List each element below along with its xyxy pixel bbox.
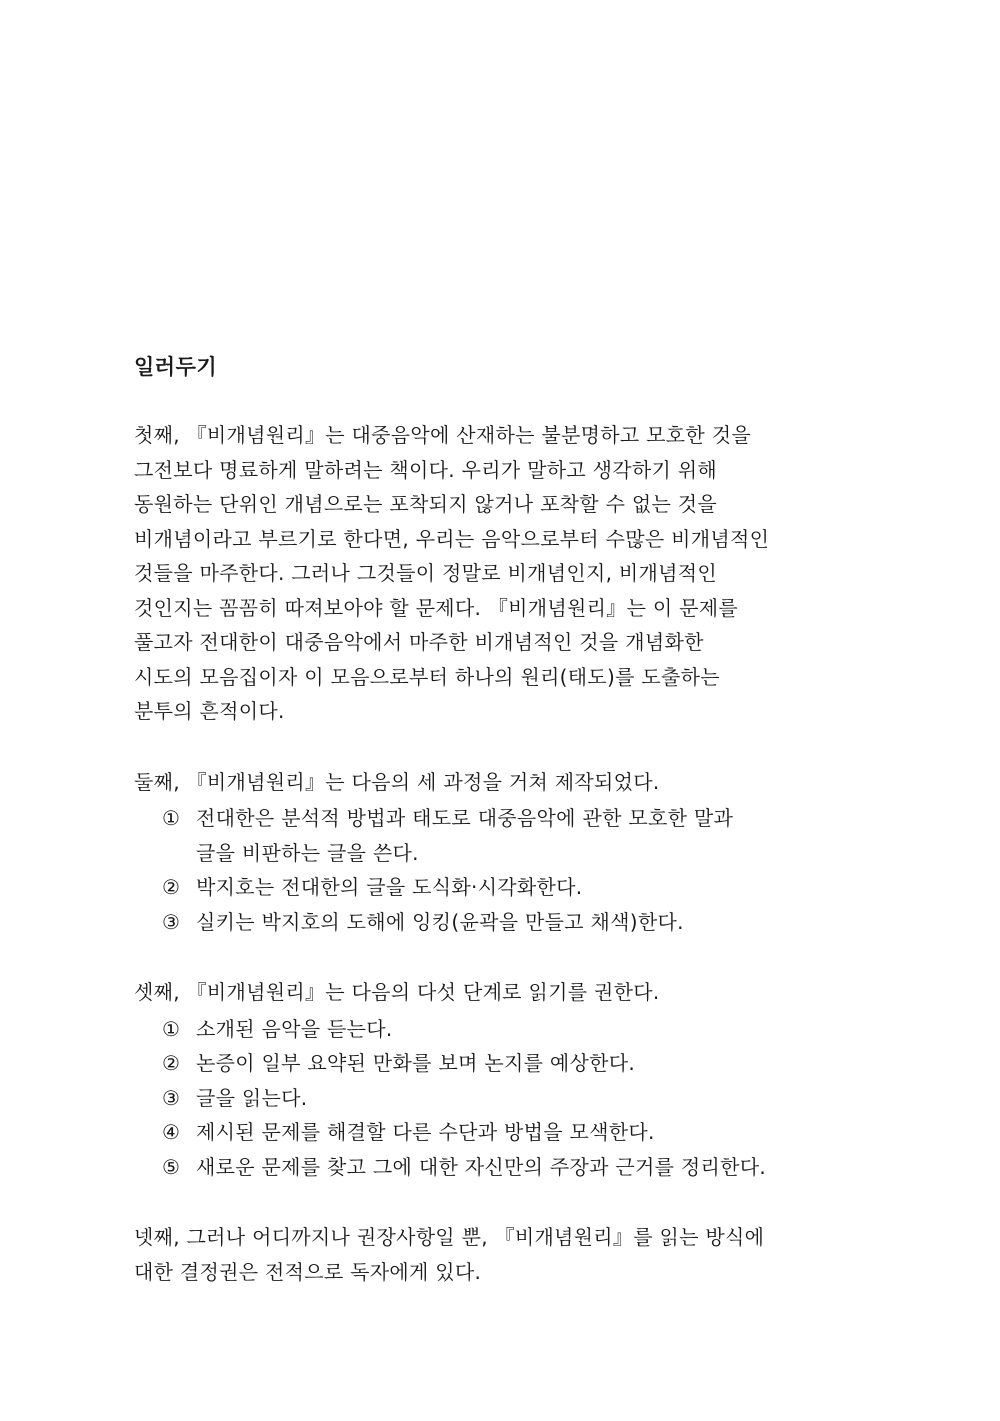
text-line: 대한 결정권은 전적으로 독자에게 있다. [134,1259,482,1284]
item-number: ① [162,1016,181,1041]
item-number: ③ [162,1085,181,1110]
item-text: 글을 비판하는 글을 쓴다. [196,840,419,865]
list-item [134,905,854,940]
text-line: 시도의 모음집이자 이 모음으로부터 하나의 원리(태도)를 도출하는 [134,664,720,689]
item-text: 새로운 문제를 찾고 그에 대한 자신만의 주장과 근거를 정리한다. [196,1154,767,1179]
item-text: 글을 읽는다. [196,1085,308,1110]
text-line: 동원하는 단위인 개념으로는 포착되지 않거나 포착할 수 없는 것을 [134,492,717,516]
item-number: ⑤ [162,1154,181,1179]
item-text: 실키는 박지호의 도해에 잉킹(윤곽을 만들고 채색)한다. [196,909,684,934]
section-first [134,418,854,729]
text-line: 분투의 흔적이다. [134,699,285,723]
section-fourth [134,1220,854,1289]
item-text: 논증이 일부 요약된 만화를 보며 논지를 예상한다. [196,1051,636,1075]
item-text: 소개된 음악을 듣는다. [196,1016,393,1041]
section-third-intro [134,975,854,1010]
item-number: ② [162,1051,181,1075]
section-second-intro [134,765,854,800]
notes-page [134,352,854,1289]
page-title: 일러두기 [134,355,218,379]
list-item [134,1012,854,1047]
item-number: ② [162,875,181,899]
list-item [134,1150,854,1185]
list-item [134,1046,854,1081]
production-steps-list [134,801,854,939]
item-text: 제시된 문제를 해결할 다른 수단과 방법을 모색한다. [196,1120,655,1144]
text-line: 첫째, 『비개념원리』는 대중음악에 산재하는 불분명하고 모호한 것을 [134,423,751,447]
text-line: 넷째, 그러나 어디까지나 권장사항일 뿐, 『비개념원리』를 읽는 방식에 [134,1225,765,1249]
item-number: ③ [162,909,181,934]
list-item [134,1081,854,1116]
item-text: 전대한은 분석적 방법과 태도로 대중음악에 관한 모호한 말과 [196,806,734,830]
item-number: ④ [162,1120,181,1144]
text-line: 것들을 마주한다. 그러나 그것들이 정말로 비개념인지, 비개념적인 [134,561,717,585]
text-line: 그전보다 명료하게 말하려는 책이다. 우리가 말하고 생각하기 위해 [134,457,717,482]
list-item [134,1115,854,1150]
text-line: 풀고자 전대한이 대중음악에서 마주한 비개념적인 것을 개념화한 [134,630,704,654]
item-text: 박지호는 전대한의 글을 도식화·시각화한다. [196,875,583,899]
reading-steps-list [134,1012,854,1185]
list-item [134,870,854,905]
item-number: ① [162,806,181,830]
text-line: 비개념이라고 부르기로 한다면, 우리는 음악으로부터 수많은 비개념적인 [134,526,770,551]
text-line: 둘째, 『비개념원리』는 다음의 세 과정을 거쳐 제작되었다. [134,769,660,794]
text-line: 것인지는 꼼꼼히 따져보아야 할 문제다. 『비개념원리』는 이 문제를 [134,595,738,620]
text-line: 셋째, 『비개념원리』는 다음의 다섯 단계로 읽기를 권한다. [134,980,660,1004]
list-item [134,801,854,870]
